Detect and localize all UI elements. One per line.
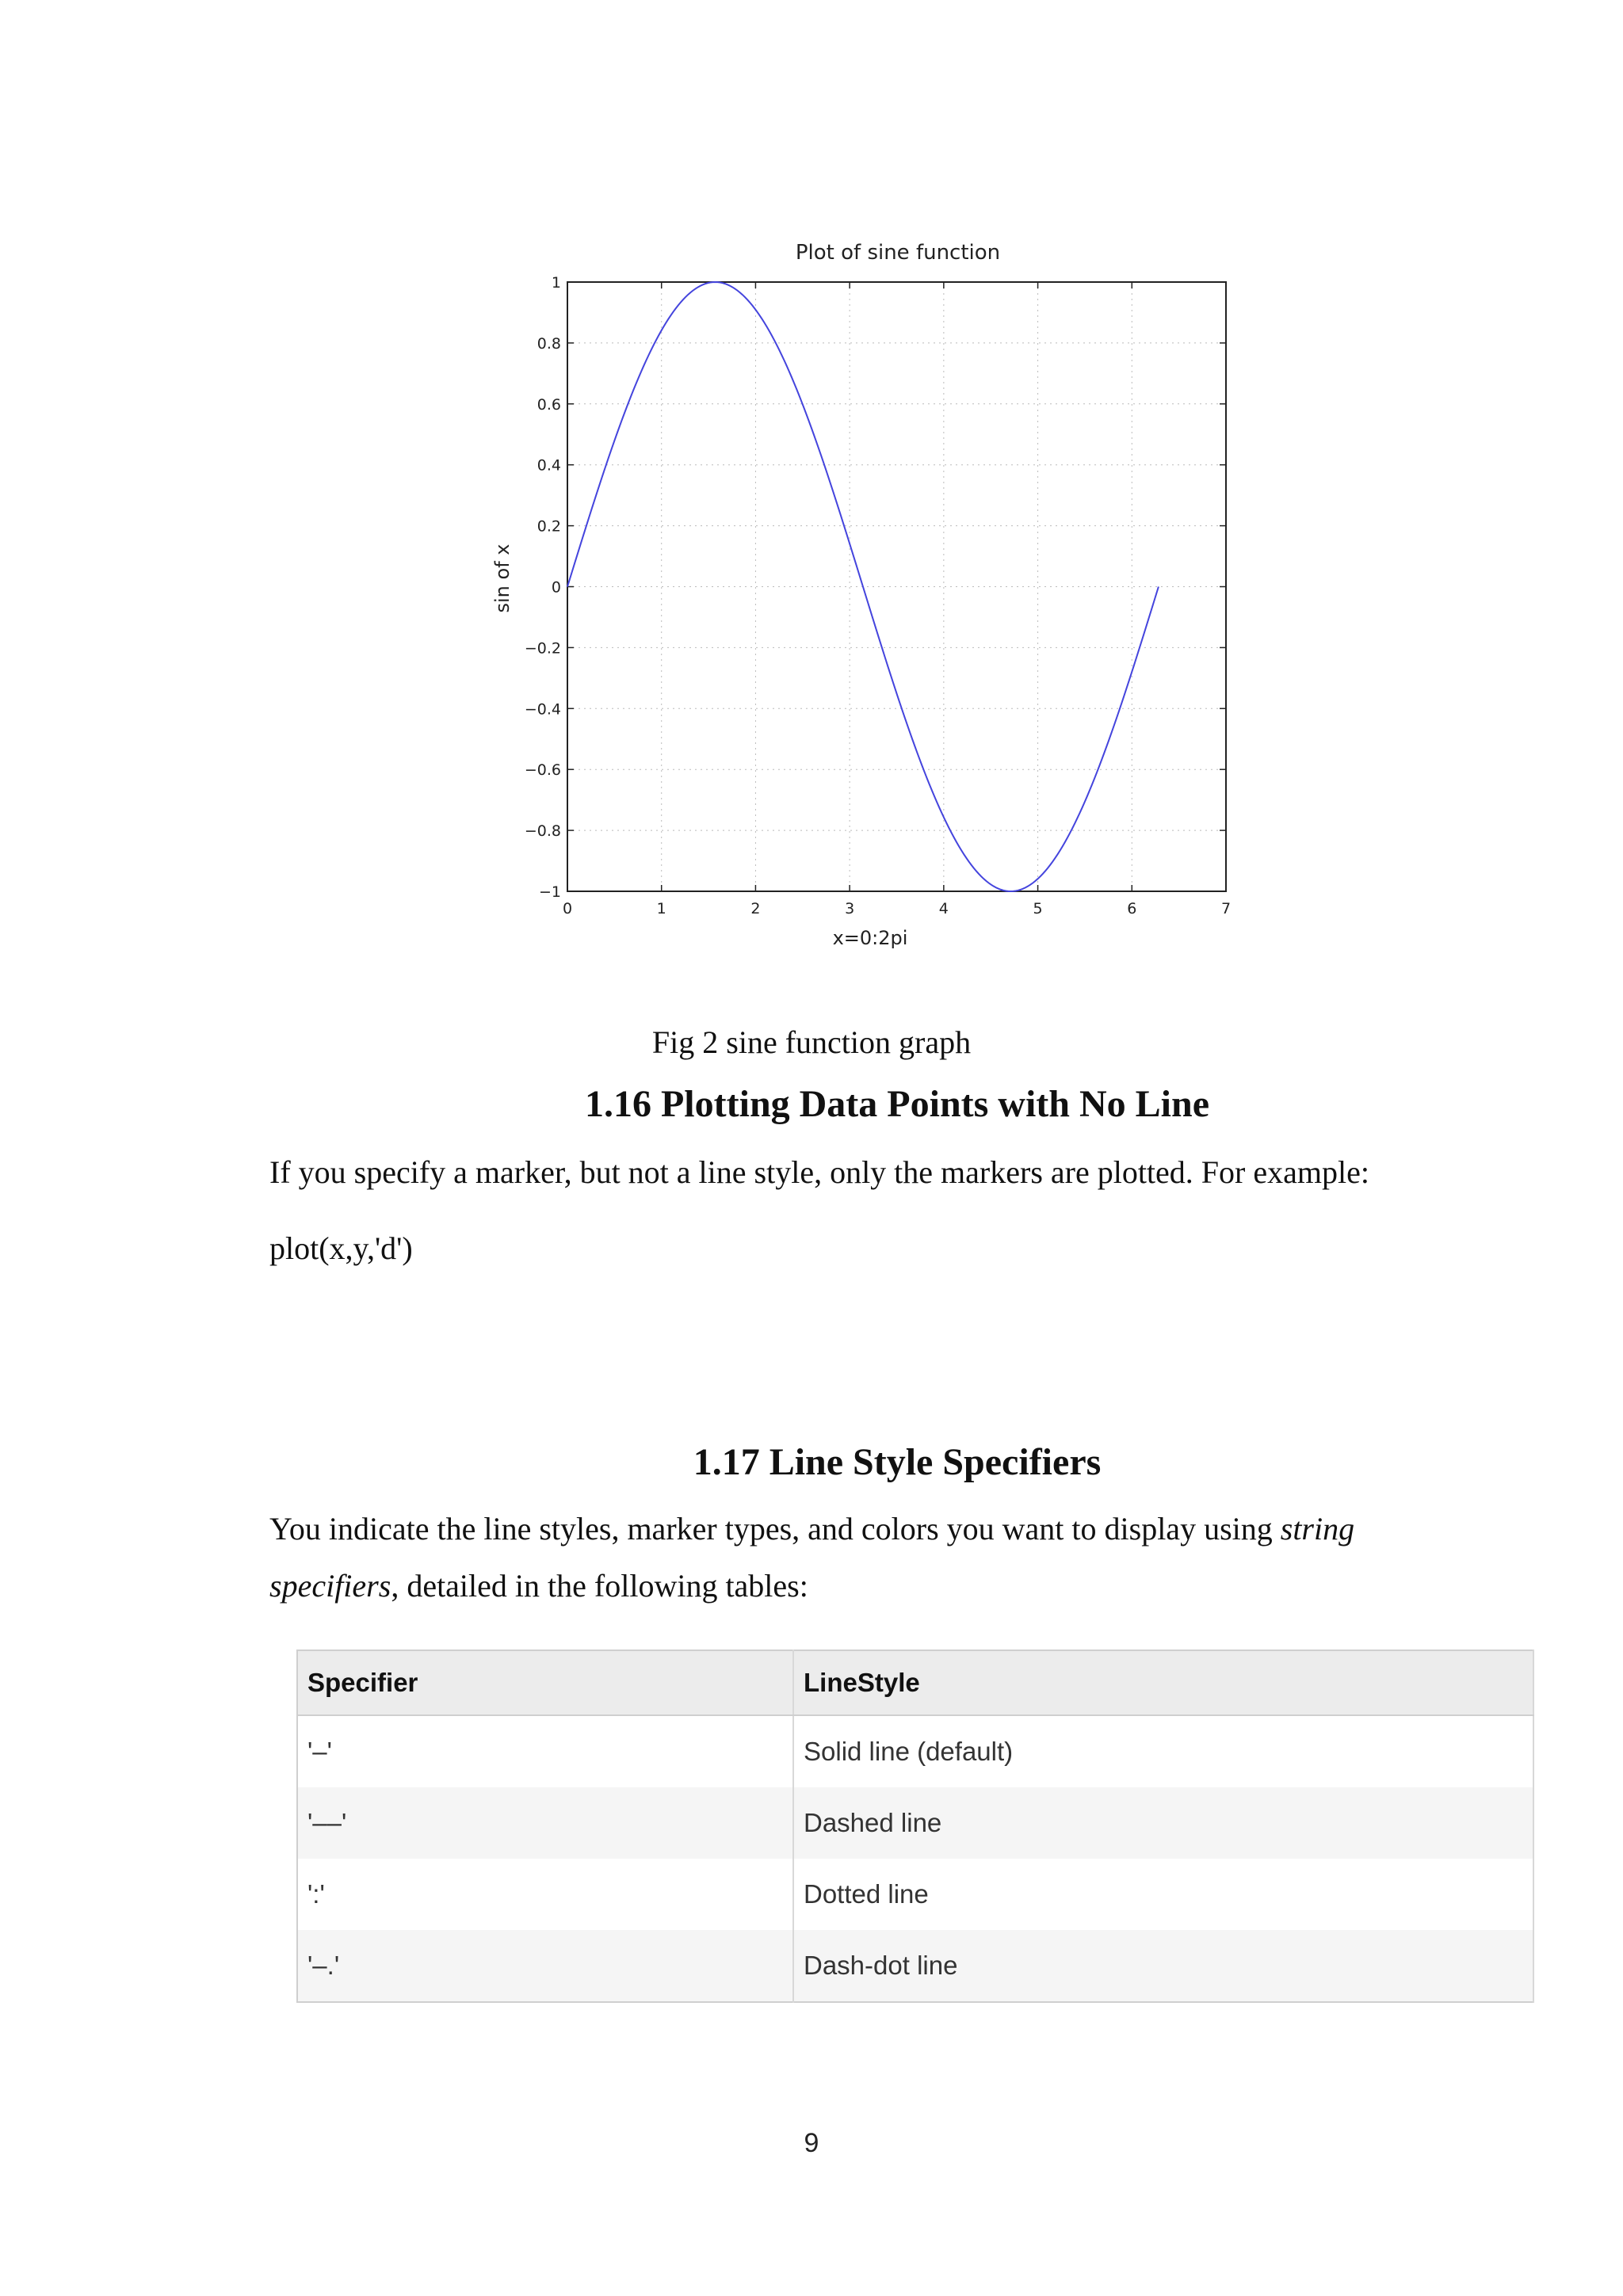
y-tick-label: 0.4 bbox=[537, 456, 561, 475]
section-heading-1-17: 1.17 Line Style Specifiers bbox=[693, 1441, 1102, 1483]
linestyle-cell: Dash-dot line bbox=[793, 1930, 1533, 2002]
specifier-cell: '–' bbox=[297, 1715, 793, 1787]
specifier-cell: ':' bbox=[297, 1859, 793, 1930]
figure-caption: Fig 2 sine function graph bbox=[651, 1024, 972, 1060]
linestyle-cell: Solid line (default) bbox=[793, 1715, 1533, 1787]
x-tick-label: 4 bbox=[938, 900, 949, 917]
paragraph-emphasis: specifiers bbox=[269, 1568, 391, 1604]
table-header-row bbox=[297, 1650, 1533, 1715]
plot-frame bbox=[567, 282, 1226, 891]
section-heading-1-16: 1.16 Plotting Data Points with No Line bbox=[584, 1083, 1209, 1125]
paragraph-text: , detailed in the following tables: bbox=[391, 1568, 808, 1604]
page-number: 9 bbox=[804, 2128, 819, 2158]
chart-ticks bbox=[525, 274, 1231, 917]
y-tick-label: 0.8 bbox=[537, 334, 561, 353]
x-tick-label: 1 bbox=[656, 900, 666, 917]
chart-grid bbox=[567, 282, 1226, 891]
x-tick-label: 5 bbox=[1033, 900, 1043, 917]
y-tick-label: −0.8 bbox=[524, 822, 561, 841]
y-tick-label: −0.6 bbox=[524, 761, 561, 780]
specifier-cell: '––' bbox=[297, 1787, 793, 1859]
table-row bbox=[297, 1787, 1533, 1859]
y-tick-label: 0 bbox=[551, 578, 561, 597]
section-1-16-paragraph: If you specify a marker, but not a line style, only the markers are plotted. For example: bbox=[269, 1154, 1369, 1190]
linestyle-cell: Dashed line bbox=[793, 1787, 1533, 1859]
x-tick-label: 6 bbox=[1127, 900, 1137, 917]
x-tick-label: 0 bbox=[562, 900, 573, 917]
x-tick-label: 3 bbox=[845, 900, 855, 917]
specifier-cell: '–.' bbox=[297, 1930, 793, 2002]
sine-series-line bbox=[567, 282, 1159, 891]
sine-figure bbox=[491, 230, 1236, 967]
paragraph-emphasis: string bbox=[1280, 1511, 1355, 1547]
y-tick-label: 0.2 bbox=[537, 517, 561, 536]
table-row bbox=[297, 1930, 1533, 2002]
x-axis-label: x=0:2pi bbox=[832, 927, 908, 949]
chart-title: Plot of sine function bbox=[795, 241, 1001, 265]
y-tick-label: −0.2 bbox=[524, 639, 561, 658]
y-tick-label: 1 bbox=[551, 274, 561, 292]
table-row bbox=[297, 1715, 1533, 1787]
paragraph-text: You indicate the line styles, marker types, and colors you want to display using bbox=[269, 1511, 1281, 1547]
y-tick-label: −0.4 bbox=[524, 700, 561, 719]
section-1-17-paragraph bbox=[269, 1501, 1411, 1615]
table-row bbox=[297, 1859, 1533, 1930]
sine-chart bbox=[491, 230, 1236, 967]
column-header-linestyle: LineStyle bbox=[793, 1650, 1533, 1715]
column-header-specifier: Specifier bbox=[297, 1650, 793, 1715]
line-style-table bbox=[296, 1650, 1534, 2003]
x-tick-label: 2 bbox=[750, 900, 761, 917]
linestyle-cell: Dotted line bbox=[793, 1859, 1533, 1930]
y-axis-label: sin of x bbox=[491, 543, 514, 613]
y-tick-label: 0.6 bbox=[537, 395, 561, 414]
code-example: plot(x,y,'d') bbox=[269, 1230, 413, 1266]
y-tick-label: −1 bbox=[538, 883, 561, 901]
x-tick-label: 7 bbox=[1220, 900, 1232, 917]
